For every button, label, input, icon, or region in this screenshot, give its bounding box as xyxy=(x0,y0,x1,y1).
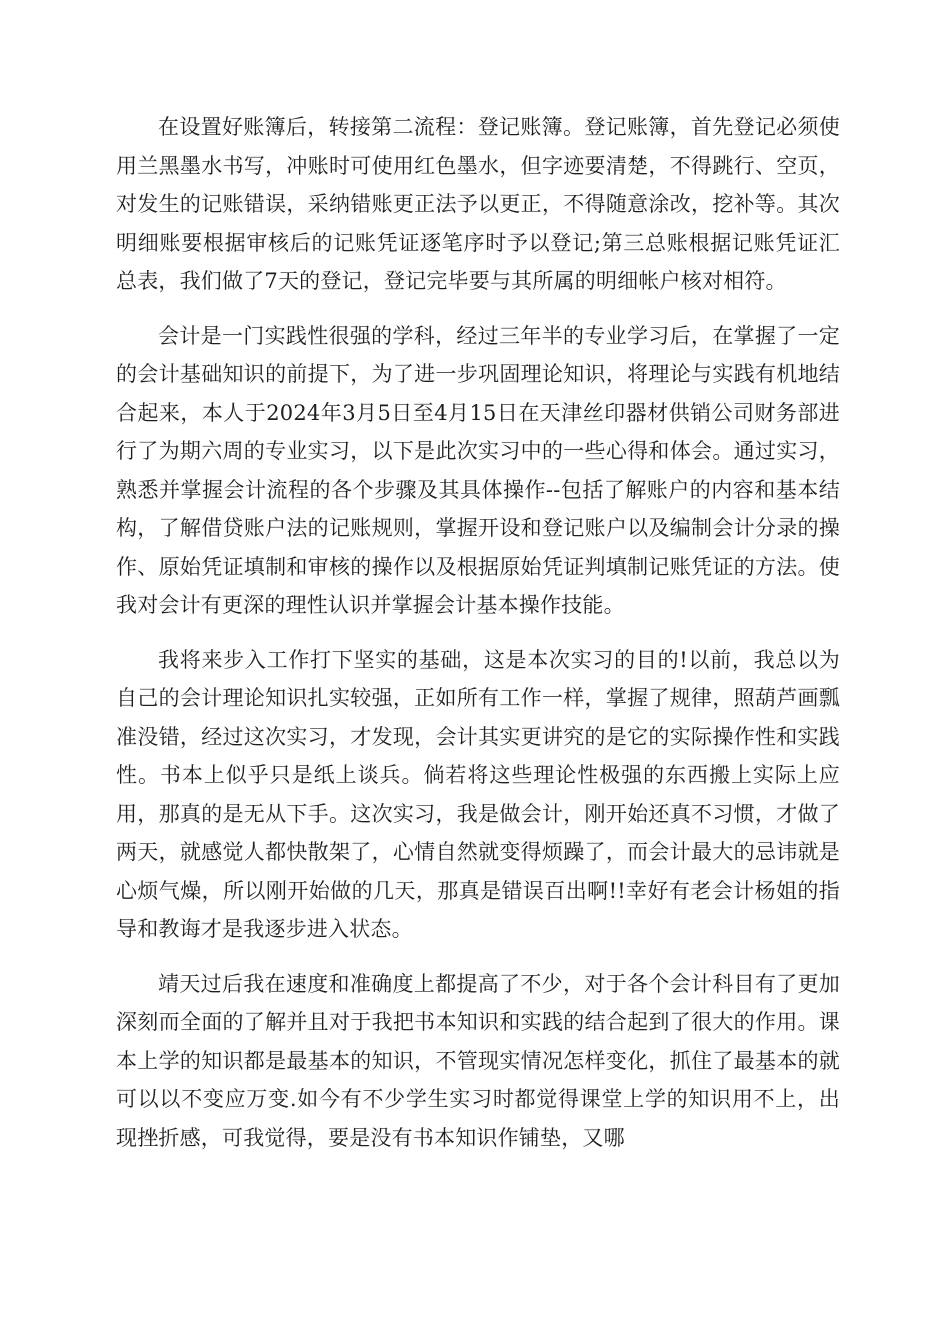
paragraph-progress-and-knowledge: 靖天过后我在速度和准确度上都提高了不少，对于各个会计科目有了更加深刻而全面的了解并且对于我把书本知识和实践的结合起到了很大的作用。课本上学的知识都是最基本的知识，不管现实情况怎样变化，抓住了最基本的就可以以不变应万变.如今有不少学生实习时都觉得课堂上学的知识用不上，出现挫折感，可我觉得，要是没有书本知识作铺垫，又哪 xyxy=(116,971,840,1150)
paragraph-account-registration: 在设置好账簿后，转接第二流程：登记账簿。登记账簿，首先登记必须使用兰黑墨水书写，冲账时可使用红色墨水，但字迹要清楚，不得跳行、空页，对发生的记账错误，采纳错账更正法予以更正，不得随意涂改，挖补等。其次明细账要根据审核后的记账凭证逐笔序时予以登记;第三总账根据记账凭证汇总表，我们做了7天的登记，登记完毕要与其所属的明细帐户核对相符。 xyxy=(116,115,840,293)
document-body xyxy=(116,108,840,1173)
paragraph-internship-reflection: 我将来步入工作打下坚实的基础，这是本次实习的目的!以前，我总以为自己的会计理论知识扎实较强，正如所有工作一样，掌握了规律，照葫芦画瓢准没错，经过这次实习，才发现，会计其实更讲究的是它的实际操作性和实践性。书本上似乎只是纸上谈兵。倘若将这些理论性极强的东西搬上实际上应用，那真的是无从下手。这次实习，我是做会计，刚开始还真不习惯，才做了两天，就感觉人都快散架了，心情自然就变得烦躁了，而会计最大的忌讳就是心烦气燥，所以刚开始做的几天，那真是错误百出啊!!幸好有老会计杨姐的指导和教诲才是我逐步进入状态。 xyxy=(116,647,840,941)
paragraph-internship-overview: 会计是一门实践性很强的学科，经过三年半的专业学习后，在掌握了一定的会计基础知识的前提下，为了进一步巩固理论知识，将理论与实践有机地结合起来，本人于2024年3月5日至4月15日在天津丝印器材供销公司财务部进行了为期六周的专业实习，以下是此次实习中的一些心得和体会。通过实习，熟悉并掌握会计流程的各个步骤及其具体操作--包括了解账户的内容和基本结构，了解借贷账户法的记账规则，掌握开设和登记账户以及编制会计分录的操作、原始凭证填制和审核的操作以及根据原始凭证判填制记账凭证的方法。使我对会计有更深的理性认识并掌握会计基本操作技能。 xyxy=(116,323,840,617)
